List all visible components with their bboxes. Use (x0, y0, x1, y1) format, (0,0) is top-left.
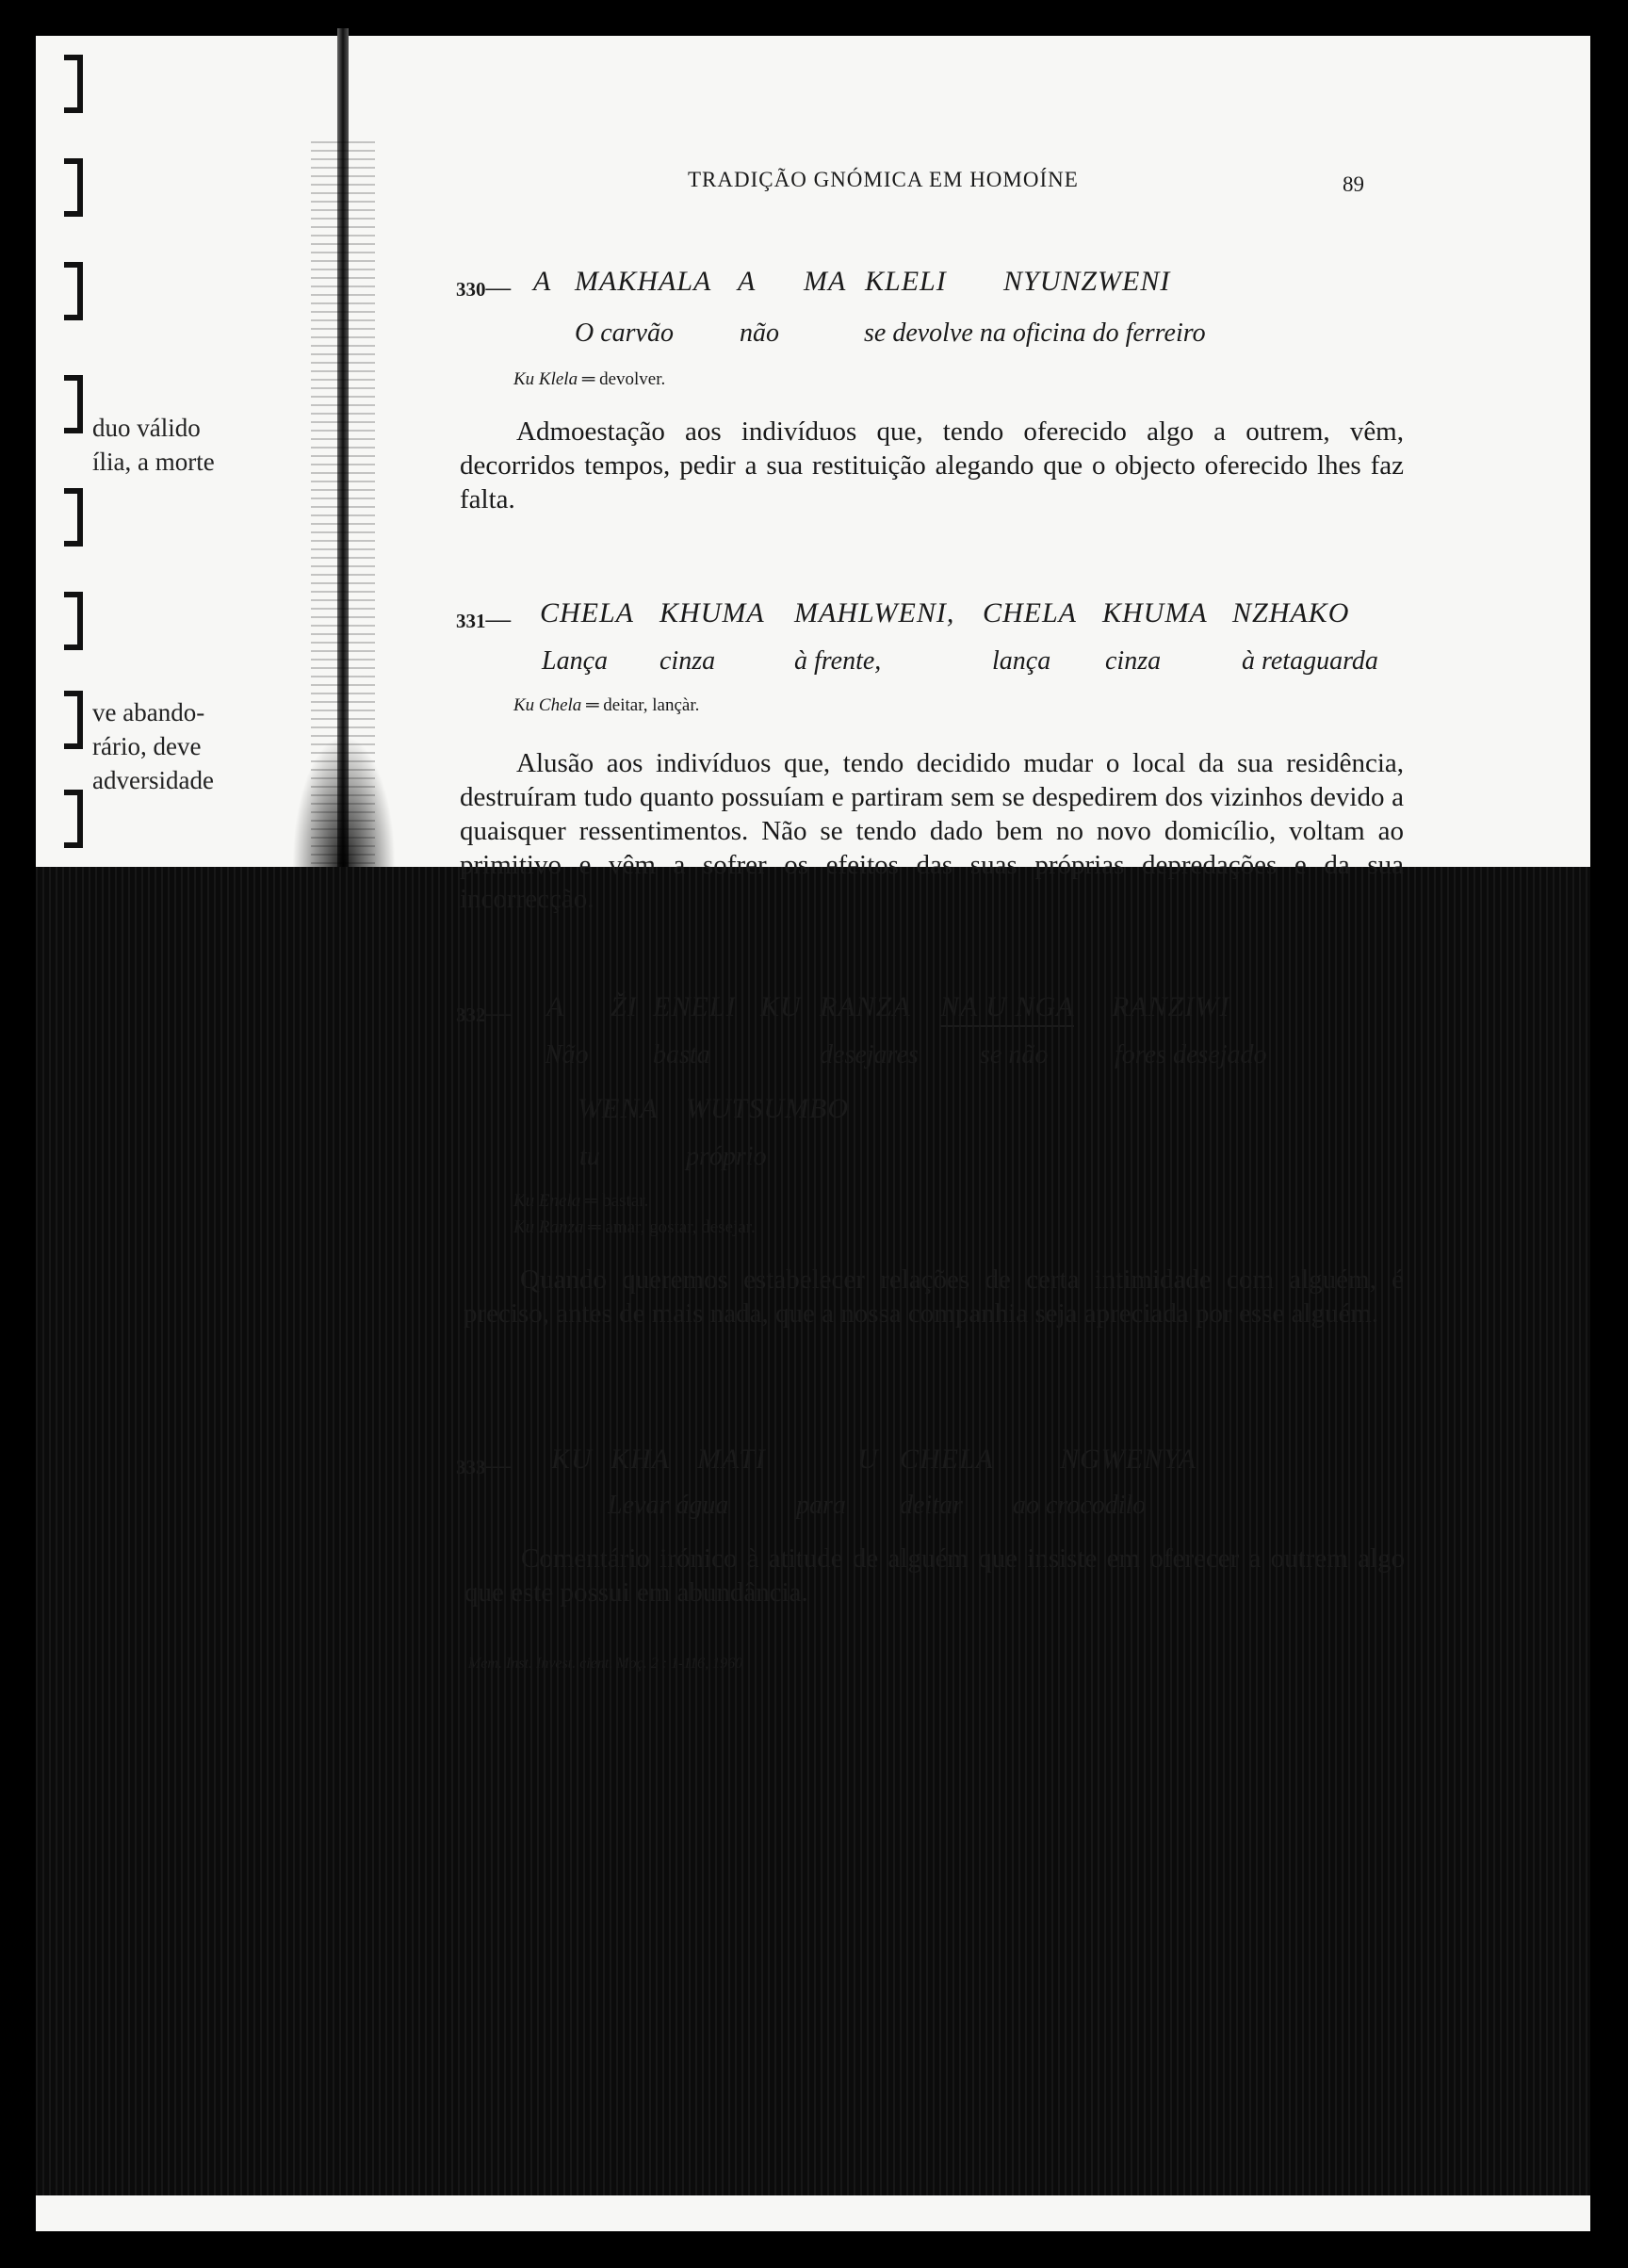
proverb-330-heading (456, 271, 512, 303)
word: RANZA (820, 991, 911, 1022)
translation-word: para (796, 1491, 846, 1520)
binding-mark (64, 592, 83, 650)
word: KU (760, 991, 802, 1022)
word: WENA (578, 1093, 659, 1124)
translation-word: próprio (686, 1142, 767, 1171)
page-number: 89 (1343, 172, 1364, 196)
proverb-331-commentary: Alusão aos indivíduos que, tendo decidido mudar o local da sua residência, destruíram tudo quanto possuíam e partiram sem se despedirem dos vizinhos devido a quaisquer ressentimentos. Não se tendo dado bem no novo domicílio, voltam ao primitivo e vêm a sofrer os efeitos das suas próprias depredações e da sua incorrecção. (460, 748, 1404, 914)
translation-word: Levar água (608, 1491, 729, 1520)
word: NGWENYA (1060, 1444, 1197, 1475)
binding-mark (64, 790, 83, 848)
prev-page-fragment-1: duo válido ília, a morte (92, 414, 215, 476)
binding-mark (64, 488, 83, 547)
translation-word: não (740, 318, 779, 348)
word: A (546, 991, 565, 1022)
proverb-333-heading (456, 1449, 512, 1481)
binding-mark (64, 375, 83, 433)
scan-dark-band (36, 867, 1590, 2195)
word: KHUMA (1102, 597, 1208, 628)
proverb-number: 331 (456, 610, 486, 632)
translation-word: à retaguarda (1242, 646, 1378, 676)
dash: — (485, 603, 513, 634)
translation-word: se não (980, 1040, 1049, 1069)
word: MA (804, 266, 847, 297)
proverb-331-heading (456, 603, 512, 635)
dash: — (485, 271, 513, 302)
word: RANZIWI (1112, 991, 1230, 1022)
translation-word: Não (545, 1040, 589, 1069)
vocab-entry: Ku Klela ═ devolver. (513, 369, 666, 389)
word: MAKHALA (575, 266, 712, 297)
vocab-entry: Ku Chela ═ deitar, lançàr. (513, 695, 700, 715)
translation-word: lança (992, 646, 1051, 676)
word: NZHAKO (1232, 597, 1350, 628)
binding-mark (64, 55, 83, 113)
translation-word: Lança (542, 646, 608, 676)
proverb-332-heading (456, 997, 512, 1029)
translation-word: se devolve na oficina do ferreiro (864, 318, 1206, 348)
word: KHA (610, 1444, 670, 1475)
proverb-332-commentary: Quando queremos estabelecer relações de certa intimidade com alguém, é preciso, antes de mais nada, que a nossa companhia seja apreciada por esse alguém. (464, 1265, 1404, 1329)
word: MATI (697, 1444, 766, 1475)
translation-word: basta (653, 1040, 710, 1069)
word: CHELA (983, 597, 1078, 628)
word: WUTSUMBO (686, 1093, 849, 1124)
word: ENELI (653, 991, 737, 1022)
word: CHELA (540, 597, 635, 628)
proverb-number: 330 (456, 278, 486, 301)
proverb-number: 332 (456, 1003, 486, 1026)
translation-word: deitar (900, 1491, 963, 1520)
translation-word: cinza (659, 646, 716, 676)
word-underlined: NA U NGA (940, 991, 1074, 1027)
prev-page-fragment-2: ve abando- rário, deve adversidade (92, 698, 214, 794)
publication-footer: Mem. Inst. Invest. cient. Moç. 2 : 1-116, 1960 (468, 1656, 743, 1672)
word: MAHLWENI, (794, 597, 955, 628)
dash: — (485, 1449, 513, 1480)
translation-word: desejares (820, 1040, 919, 1069)
translation-word: O carvão (575, 318, 674, 348)
translation-word: à frente, (794, 646, 882, 676)
word: KLELI (865, 266, 947, 297)
proverb-number: 333 (456, 1456, 486, 1478)
book-gutter-shadow (292, 28, 396, 867)
word: CHELA (900, 1444, 995, 1475)
proverb-333-commentary: Comentário irónico à atitude de alguém que insiste em oferecer a outrem algo que este possui em abundância. (464, 1543, 1405, 1607)
translation-word: fores desejado (1115, 1040, 1267, 1069)
binding-mark (64, 691, 83, 749)
word: A (533, 266, 552, 297)
word: KHUMA (659, 597, 765, 628)
vocab-entry: Ku Enela ═ bastar. (513, 1191, 649, 1211)
vocab-entry: Ku Ranza ═ amar, gostar, desejar. (513, 1217, 756, 1237)
translation-word: ao crocodilo (1013, 1491, 1147, 1520)
dash: — (485, 997, 513, 1028)
binding-mark (64, 158, 83, 217)
translation-word: cinza (1105, 646, 1162, 676)
word: U (857, 1444, 879, 1475)
running-head: TRADIÇÃO GNÓMICA EM HOMOÍNE (688, 168, 1079, 191)
proverb-330-commentary: Admoestação aos indivíduos que, tendo oferecido algo a outrem, vêm, decorridos tempos, pedir a sua restituição alegando que o objecto oferecido lhes faz falta. (460, 416, 1404, 514)
word: NYUNZWENI (1003, 266, 1171, 297)
word: KU (551, 1444, 593, 1475)
translation-word: tu (579, 1142, 600, 1171)
binding-mark (64, 262, 83, 320)
word: A (738, 266, 757, 297)
word: ŽI (610, 991, 638, 1022)
